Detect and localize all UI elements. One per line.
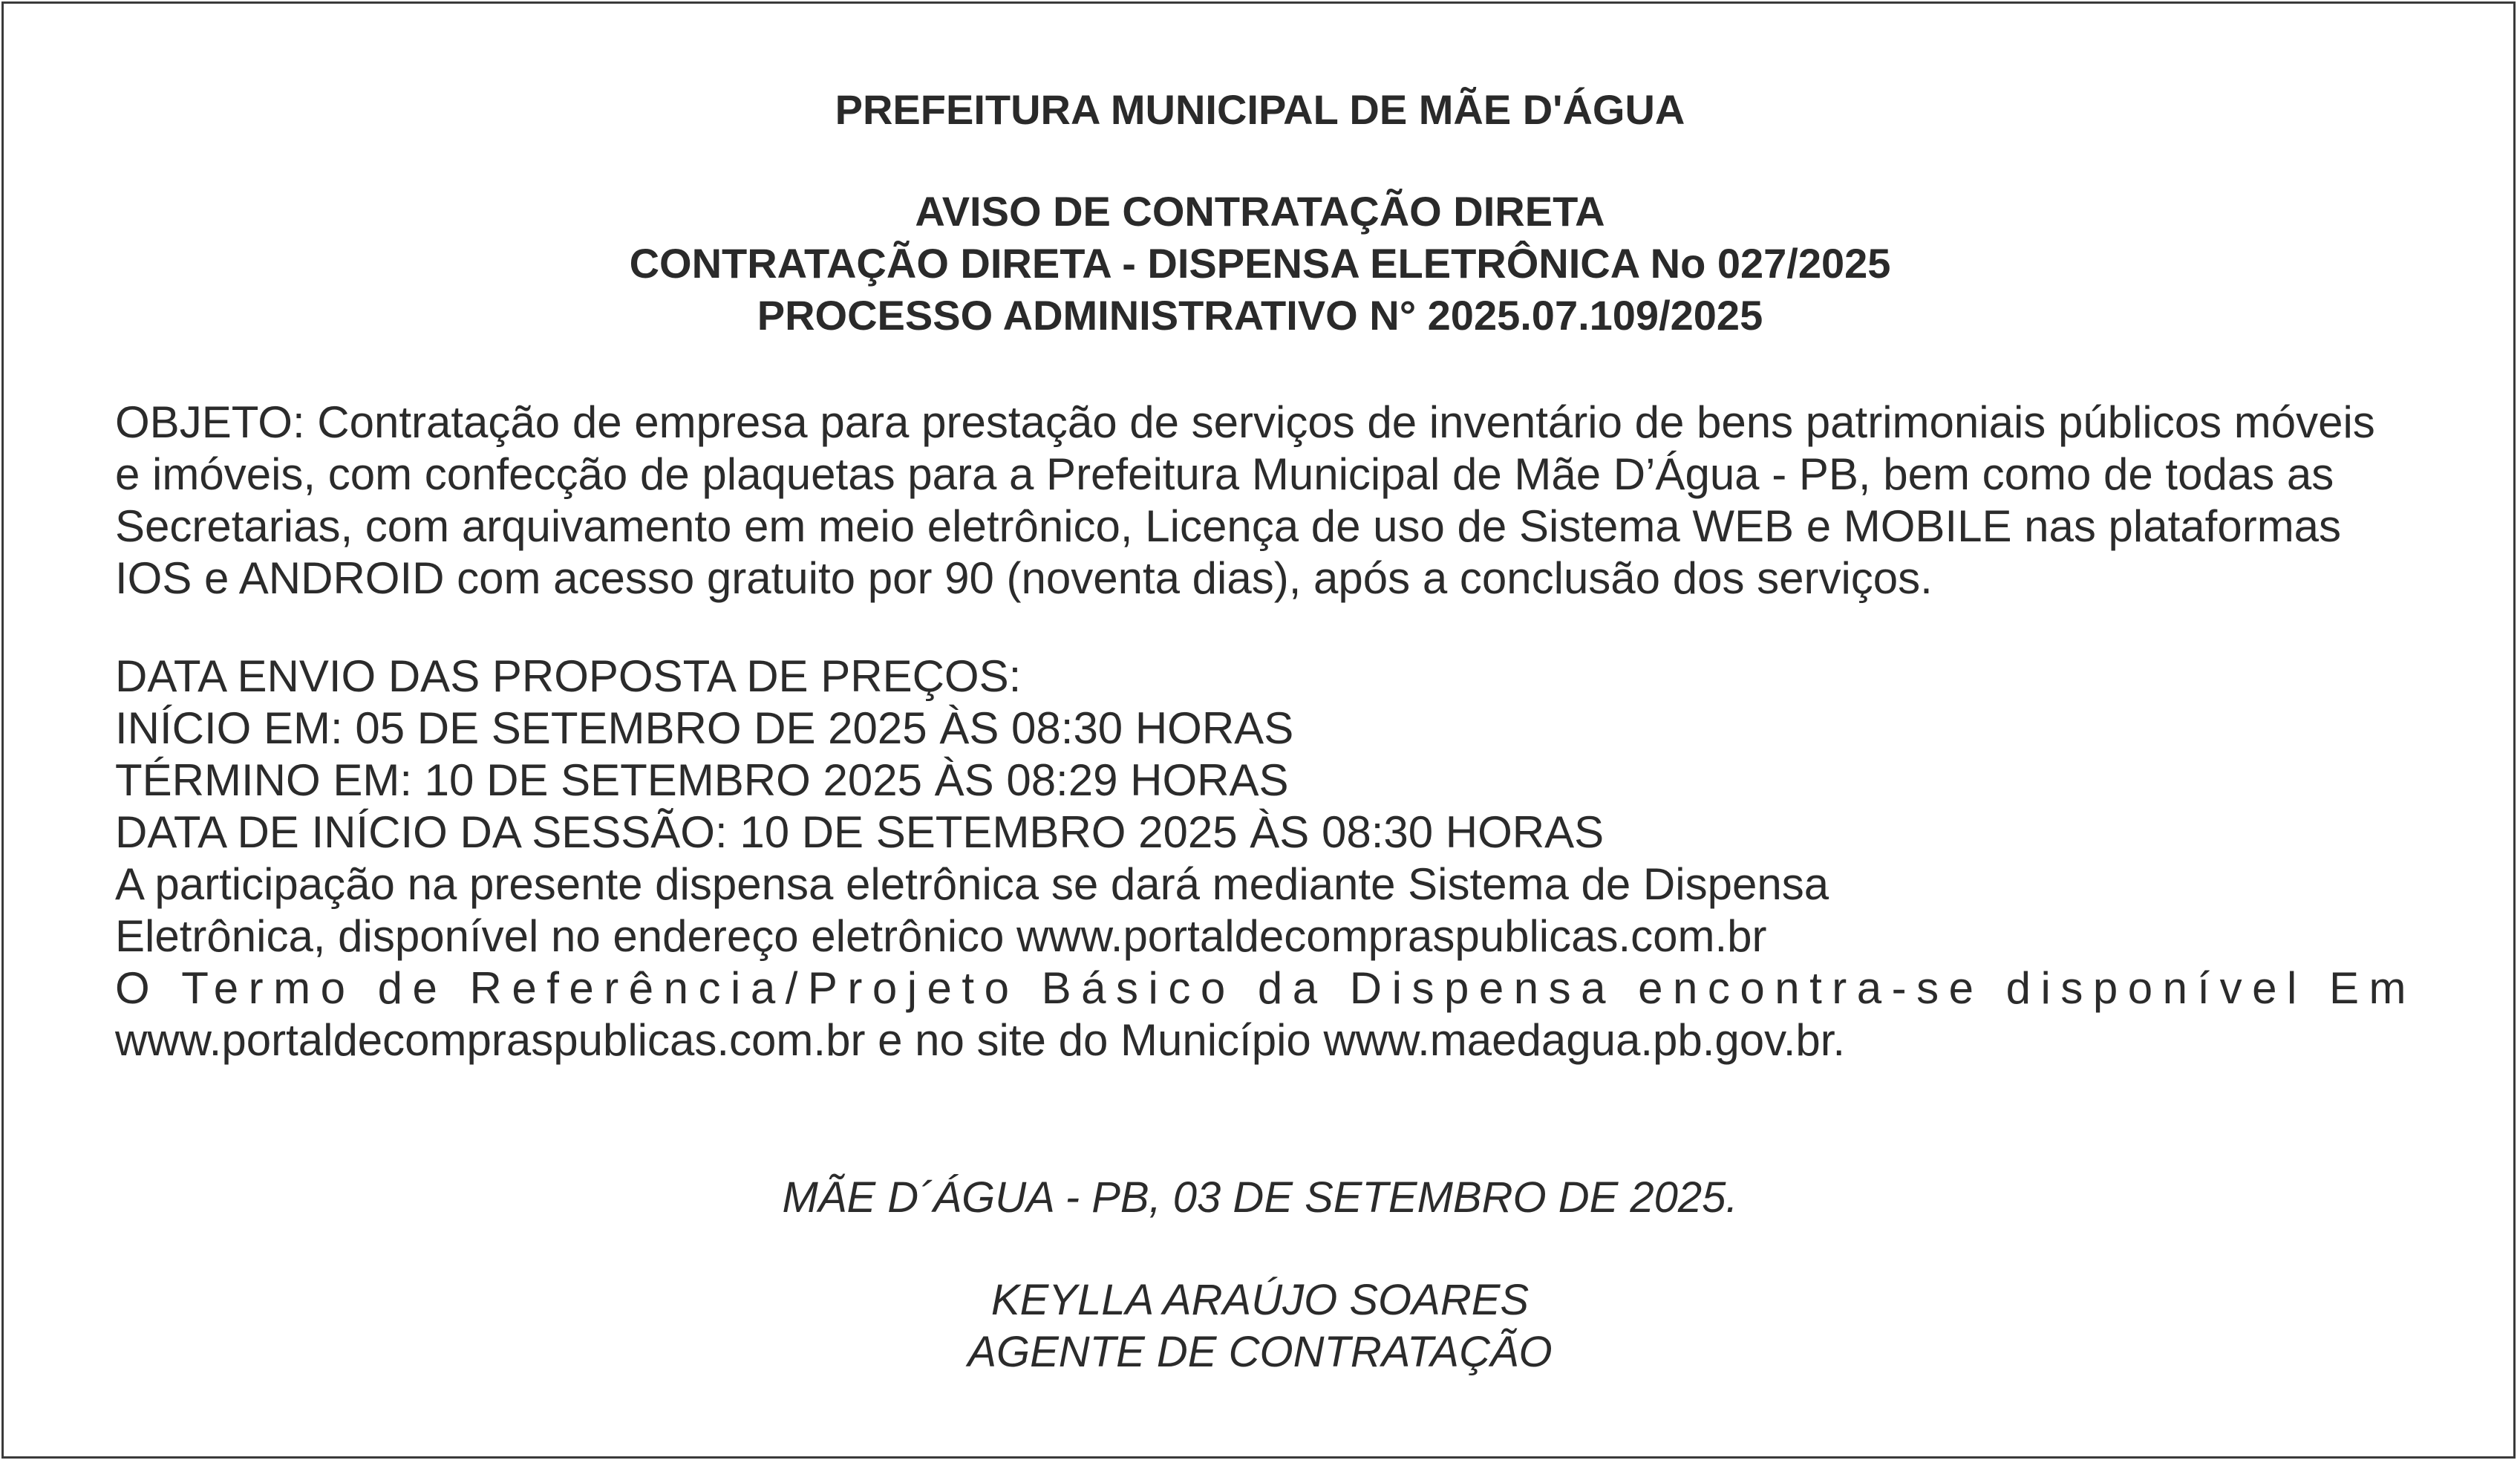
proposal-heading: DATA ENVIO DAS PROPOSTA DE PREÇOS: bbox=[115, 651, 1022, 701]
end-date: TÉRMINO EM: 10 DE SETEMBRO 2025 ÀS 08:29 HORAS bbox=[115, 755, 1289, 805]
participation-text: A participação na presente dispensa eletrônica se dará mediante Sistema de Dispensa bbox=[115, 859, 1829, 909]
schedule-paragraph bbox=[115, 651, 2416, 1066]
objeto-line: OBJETO: Contratação de empresa para prestação de serviços de inventário de bens patrimoniais públicos móveis bbox=[115, 397, 2375, 447]
term-reference-text: www.portaldecompraspublicas.com.br e no site do Município www.maedagua.pb.gov.br. bbox=[115, 1015, 1846, 1065]
signer-role: AGENTE DE CONTRATAÇÃO bbox=[967, 1328, 1553, 1376]
notice-title: AVISO DE CONTRATAÇÃO DIRETA bbox=[915, 188, 1605, 235]
start-date: INÍCIO EM: 05 DE SETEMBRO DE 2025 ÀS 08:30 HORAS bbox=[115, 703, 1294, 753]
objeto-line: Secretarias, com arquivamento em meio eletrônico, Licença de uso de Sistema WEB e MOBILE nas plataformas bbox=[115, 501, 2342, 551]
session-date: DATA DE INÍCIO DA SESSÃO: 10 DE SETEMBRO 2025 ÀS 08:30 HORAS bbox=[115, 807, 1605, 857]
municipality-heading: PREFEITURA MUNICIPAL DE MÃE D'ÁGUA bbox=[835, 86, 1685, 133]
participation-text: Eletrônica, disponível no endereço eletrônico www.portaldecompraspublicas.com.br bbox=[115, 911, 1767, 961]
process-number: PROCESSO ADMINISTRATIVO N° 2025.07.109/2025 bbox=[757, 292, 1763, 339]
dispensa-number: CONTRATAÇÃO DIRETA - DISPENSA ELETRÔNICA No 027/2025 bbox=[629, 240, 1891, 287]
signer-name: KEYLLA ARAÚJO SOARES bbox=[990, 1276, 1530, 1324]
objeto-line: e imóveis, com confecção de plaquetas para a Prefeitura Municipal de Mãe D’Água - PB, bem como de todas as bbox=[115, 449, 2334, 499]
term-reference-text: O Termo de Referência/Projeto Básico da Dispensa encontra-se disponível Em bbox=[115, 963, 2416, 1013]
place-date: MÃE D´ÁGUA - PB, 03 DE SETEMBRO DE 2025. bbox=[782, 1173, 1738, 1222]
objeto-line: IOS e ANDROID com acesso gratuito por 90 (noventa dias), após a conclusão dos serviços. bbox=[115, 553, 1933, 603]
objeto-paragraph bbox=[115, 397, 2409, 605]
